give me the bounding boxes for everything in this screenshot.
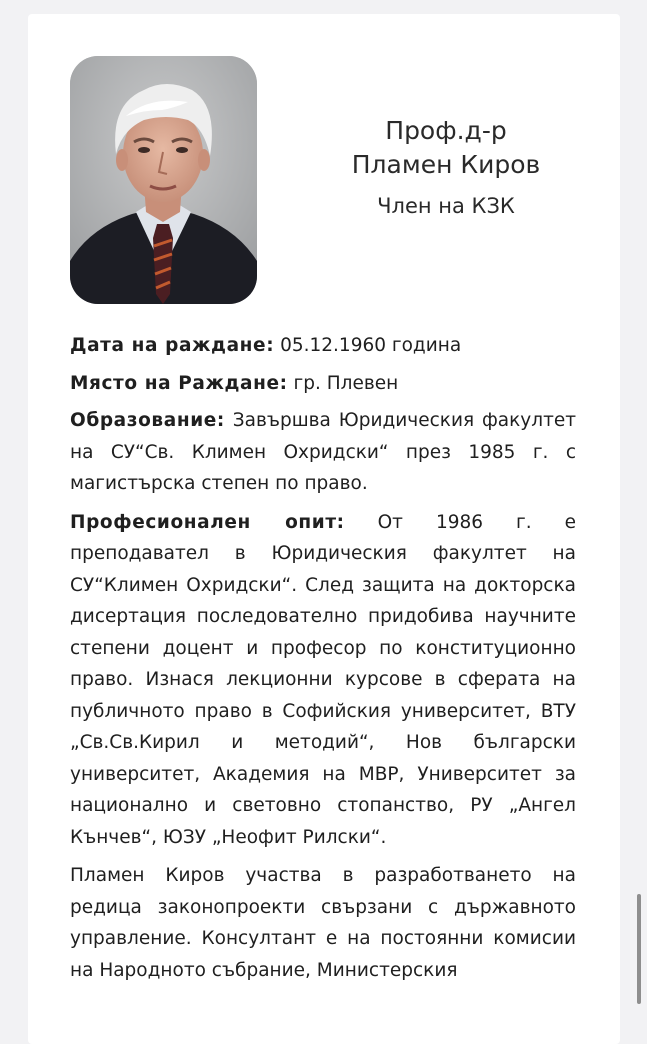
- experience-label: Професионален опит:: [70, 511, 345, 533]
- bio-paragraph: Пламен Киров участва в разработването на редица законопроекти свързани с държавното управление. Консултант е на постоянни комисии на Народното събрание, Министерския: [70, 865, 576, 981]
- birth-date-value: 05.12.1960 година: [274, 335, 462, 356]
- education-value: Завършва Юридическия факултет на СУ“Св. Климен Охридски“ през 1985 г. с магистърска степен по право.: [70, 410, 576, 494]
- birth-place-row: [70, 368, 576, 400]
- birth-date-row: [70, 330, 576, 362]
- member-name: Проф.д-р Пламен Киров: [351, 116, 541, 179]
- education-label: Образование:: [70, 410, 225, 431]
- member-bio: [70, 330, 576, 993]
- experience-value: От 1986 г. е преподавател в Юридическия факултет на СУ“Климен Охридски“. След защита на докторска дисертация последователно придобива научните степени доцент и професор по конституционно право. Изнася лекционни курсове в сферата на публичното право в Софийския университет, ВТУ „Св.Св.Кирил и методий“, Нов български университет, Академия на МВР, Университет за национално и световно стопанство, РУ „Ангел Кънчев“, ЮЗУ „Неофит Рилски“.: [70, 511, 576, 848]
- experience-row: [70, 507, 576, 854]
- member-card: [28, 14, 620, 1044]
- member-role: Член на КЗК: [377, 194, 515, 218]
- birth-date-label: Дата на раждане:: [70, 335, 275, 356]
- portrait-image: [70, 56, 257, 304]
- education-row: [70, 405, 576, 500]
- member-header: [286, 114, 606, 218]
- member-photo: [70, 56, 257, 304]
- page-scrollbar[interactable]: [637, 894, 641, 1004]
- birth-place-value: гр. Плевен: [287, 372, 399, 394]
- birth-place-label: Място на Раждане:: [70, 372, 288, 394]
